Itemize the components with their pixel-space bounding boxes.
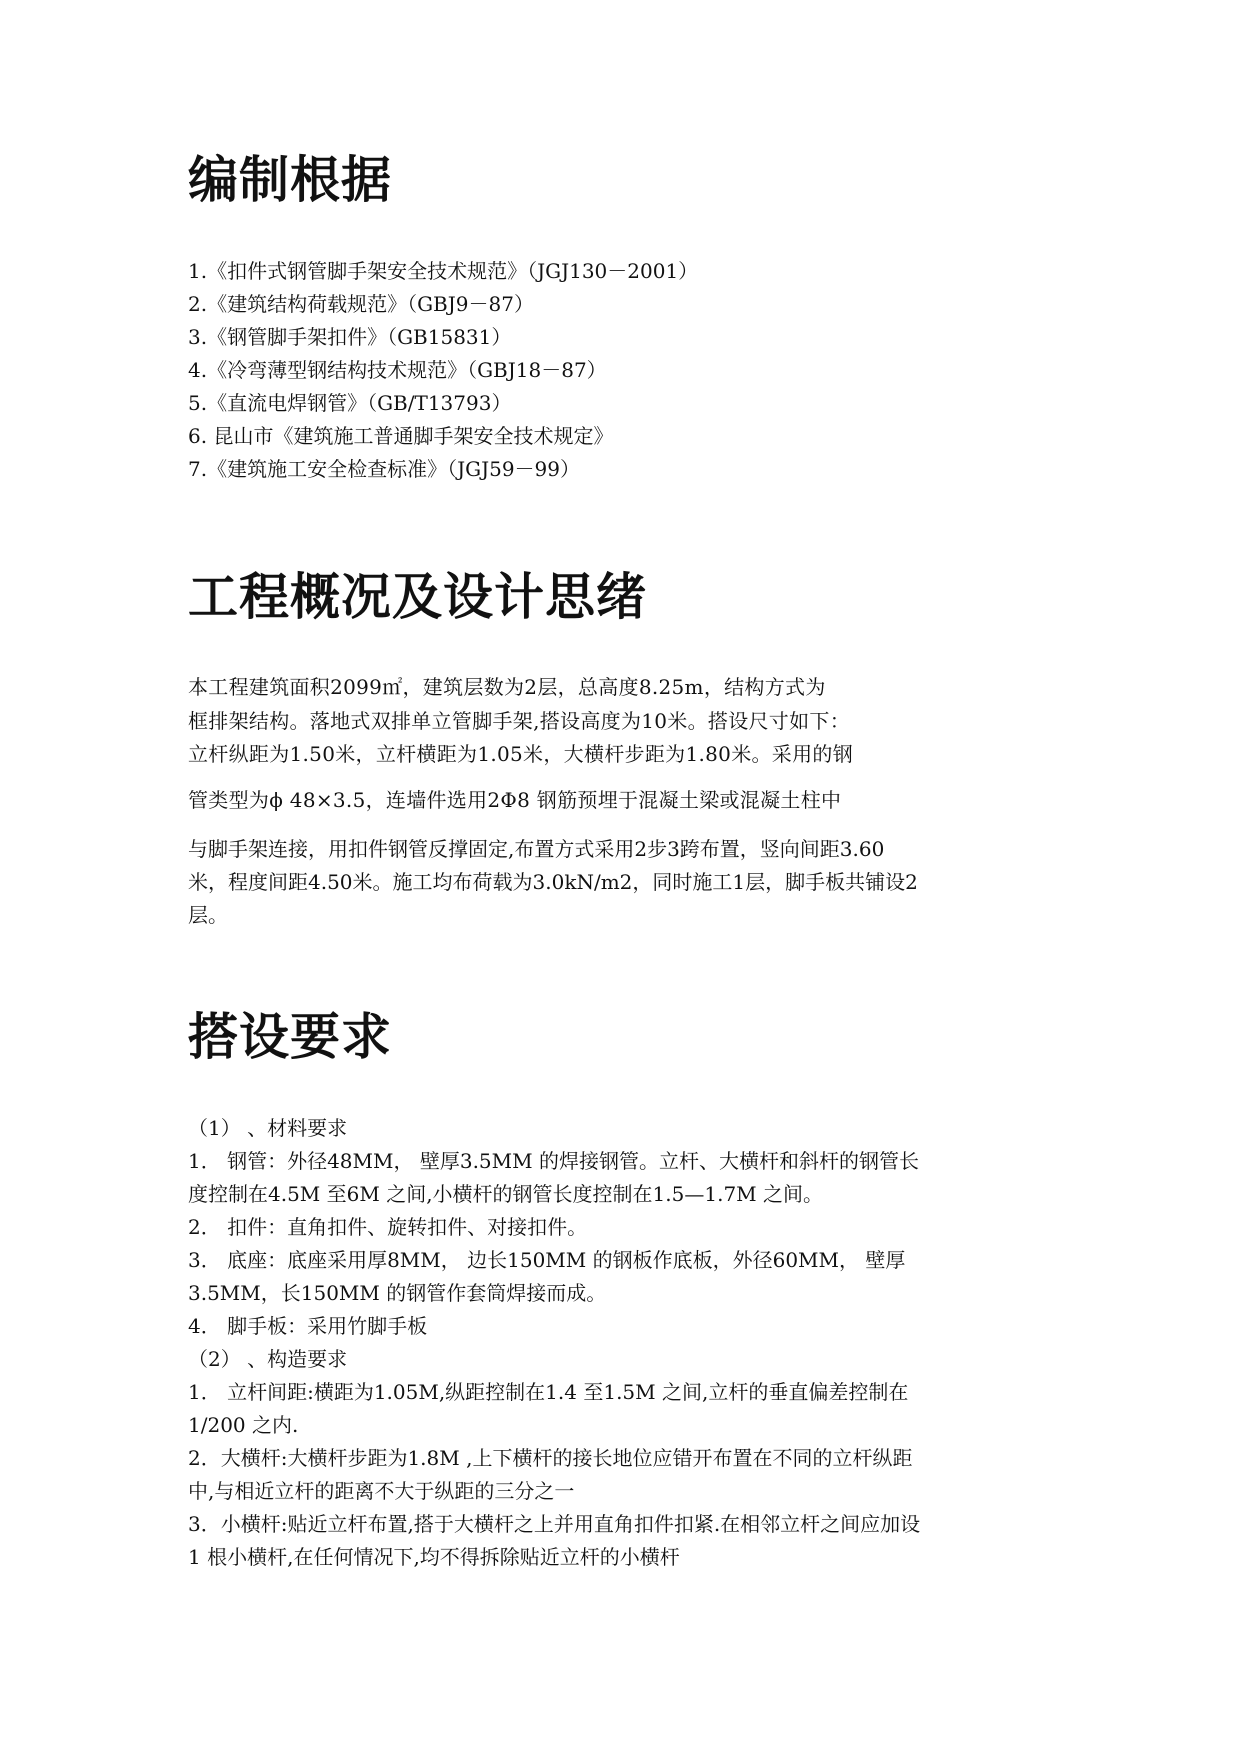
requirements-line-10: 1/200 之内. bbox=[188, 1413, 299, 1437]
reference-item-2: 2.《建筑结构荷载规范》（GBJ9－87） bbox=[188, 292, 534, 316]
requirements-line-14: 1 根小横杆,在任何情况下,均不得拆除贴近立杆的小横杆 bbox=[188, 1545, 680, 1569]
section-heading-overview: 工程概况及设计思绪 bbox=[188, 568, 647, 626]
overview-line-7: 层。 bbox=[188, 903, 228, 927]
overview-line-2: 框排架结构。落地式双排单立管脚手架,搭设高度为10米。搭设尺寸如下： bbox=[188, 709, 851, 733]
requirements-line-2: 1． 钢管：外径48MM， 壁厚3.5MM 的焊接钢管。立杆、大横杆和斜杆的钢管长 bbox=[188, 1149, 919, 1173]
requirements-line-1: （1） 、材料要求 bbox=[188, 1116, 348, 1140]
overview-line-3: 立杆纵距为1.50米，立杆横距为1.05米，大横杆步距为1.80米。采用的钢 bbox=[188, 742, 853, 766]
requirements-line-5: 3． 底座：底座采用厚8MM， 边长150MM 的钢板作底板，外径60MM， 壁厚 bbox=[188, 1248, 906, 1272]
section-heading-requirements: 搭设要求 bbox=[188, 1008, 392, 1066]
requirements-line-12: 中,与相近立杆的距离不大于纵距的三分之一 bbox=[188, 1479, 575, 1503]
reference-item-6: 6. 昆山市《建筑施工普通脚手架安全技术规定》 bbox=[188, 424, 614, 448]
requirements-line-3: 度控制在4.5M 至6M 之间,小横杆的钢管长度控制在1.5—1.7M 之间。 bbox=[188, 1182, 824, 1206]
requirements-line-4: 2． 扣件：直角扣件、旋转扣件、对接扣件。 bbox=[188, 1215, 588, 1239]
requirements-line-11: 2．大横杆:大横杆步距为1.8M ,上下横杆的接长地位应错开布置在不同的立杆纵距 bbox=[188, 1446, 913, 1470]
reference-item-7: 7.《建筑施工安全检查标准》（JGJ59－99） bbox=[188, 457, 580, 481]
requirements-line-7: 4． 脚手板：采用竹脚手板 bbox=[188, 1314, 428, 1338]
reference-item-4: 4.《冷弯薄型钢结构技术规范》（GBJ18－87） bbox=[188, 358, 607, 382]
requirements-line-6: 3.5MM，长150MM 的钢管作套筒焊接而成。 bbox=[188, 1281, 607, 1305]
requirements-line-13: 3．小横杆:贴近立杆布置,搭于大横杆之上并用直角扣件扣紧.在相邻立杆之间应加设 bbox=[188, 1512, 921, 1536]
requirements-line-8: （2） 、构造要求 bbox=[188, 1347, 348, 1371]
overview-line-6: 米，程度间距4.50米。施工均布荷载为3.0kN/m2，同时施工1层，脚手板共铺设2 bbox=[188, 870, 918, 894]
overview-line-4: 管类型为ϕ 48×3.5，连墙件选用2Φ8 钢筋预埋于混凝土梁或混凝土柱中 bbox=[188, 788, 842, 812]
reference-item-1: 1.《扣件式钢管脚手架安全技术规范》（JGJ130－2001） bbox=[188, 259, 699, 283]
reference-item-5: 5.《直流电焊钢管》（GB/T13793） bbox=[188, 391, 512, 415]
requirements-line-9: 1． 立杆间距:横距为1.05M,纵距控制在1.4 至1.5M 之间,立杆的垂直偏差控制在 bbox=[188, 1380, 909, 1404]
overview-line-5: 与脚手架连接，用扣件钢管反撑固定,布置方式采用2步3跨布置，竖向间距3.60 bbox=[188, 837, 885, 861]
section-heading-basis: 编制根据 bbox=[188, 151, 392, 209]
overview-line-1: 本工程建筑面积2099㎡，建筑层数为2层，总高度8.25m，结构方式为 bbox=[188, 675, 826, 699]
reference-item-3: 3.《钢管脚手架扣件》（GB15831） bbox=[188, 325, 512, 349]
